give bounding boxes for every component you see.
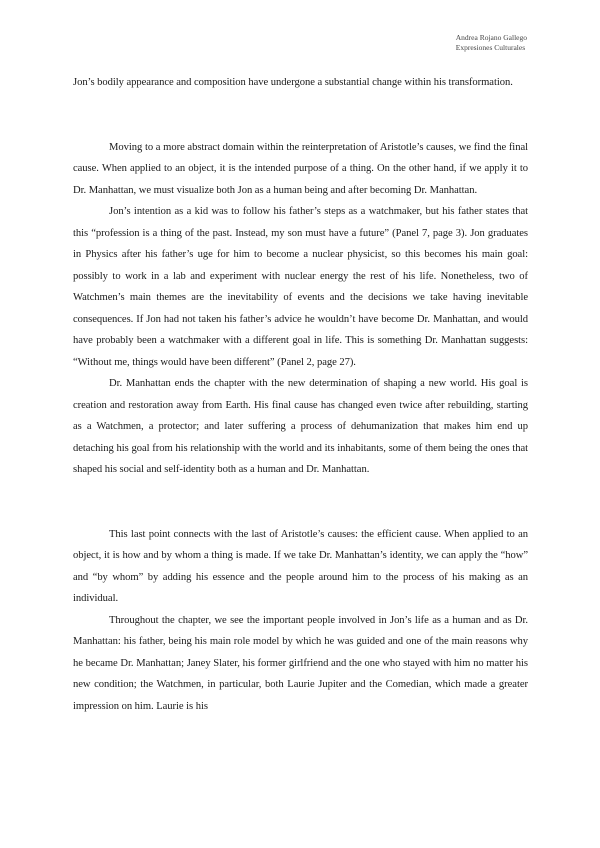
page-header bbox=[456, 33, 527, 53]
paragraph: Dr. Manhattan ends the chapter with the new determination of shaping a new world. His goal is creation and restoration away from Earth. His final cause has changed even twice after rebuilding, starting as a Watchmen, a protector; and later suffering a process of dehumanization that makes him end up detaching his goal from his relationship with the world and its inhabitants, some of them being the ones that shaped his social and self-identity both as a human and Dr. Manhattan. bbox=[73, 378, 528, 475]
paragraph: Moving to a more abstract domain within the reinterpretation of Aristotle’s causes, we find the final cause. When applied to an object, it is the intended purpose of a thing. On the other hand, if we apply it to Dr. Manhattan, we must visualize both Jon as a human being and after becoming Dr. Manhattan. bbox=[73, 141, 528, 196]
section-gap bbox=[73, 94, 528, 137]
section-gap bbox=[73, 481, 528, 524]
header-course: Expresiones Culturales bbox=[455, 43, 526, 52]
paragraph: This last point connects with the last of Aristotle’s causes: the efficient cause. When applied to an object, it is how and by whom a thing is made. If we take Dr. Manhattan’s identity, we can apply the “how” and “by whom” by adding his essence and the people around him to the process of his making as an individual. bbox=[73, 528, 528, 604]
header-author: Andrea Rojano Gallego bbox=[455, 33, 527, 42]
paragraph: Throughout the chapter, we see the important people involved in Jon’s life as a human and as Dr. Manhattan: his father, being his main role model by which he was guided and one of the main reasons why he became Dr. Manhattan; Janey Slater, his former girlfriend and the one who stayed with him no matter his new condition; the Watchmen, in particular, both Laurie Jupiter and the Comedian, which made a greater impression on him. Laurie is his bbox=[73, 614, 528, 712]
paragraph: Jon’s bodily appearance and composition have undergone a substantial change within his transformation. bbox=[73, 77, 513, 88]
paragraph: Jon’s intention as a kid was to follow his father’s steps as a watchmaker, but his father states that this “profession is a thing of the past. Instead, my son must have a future” (Panel 7, page 3). Jon graduates in Physics after his father’s uge for him to become a nuclear physicist, so this becomes his main goal: possibly to work in a lab and experiment with nuclear energy the rest of his life. Nonetheless, two of Watchmen’s main themes are the inevitability of events and the decisions we take having inevitable consequences. If Jon had not taken his father’s advice he wouldn’t have become Dr. Manhattan, and would have probably been a watchmaker with a different goal in life. This is something Dr. Manhattan suggests: “Without me, things would have been different” (Panel 2, page 27). bbox=[73, 206, 528, 368]
document-body bbox=[73, 72, 528, 717]
